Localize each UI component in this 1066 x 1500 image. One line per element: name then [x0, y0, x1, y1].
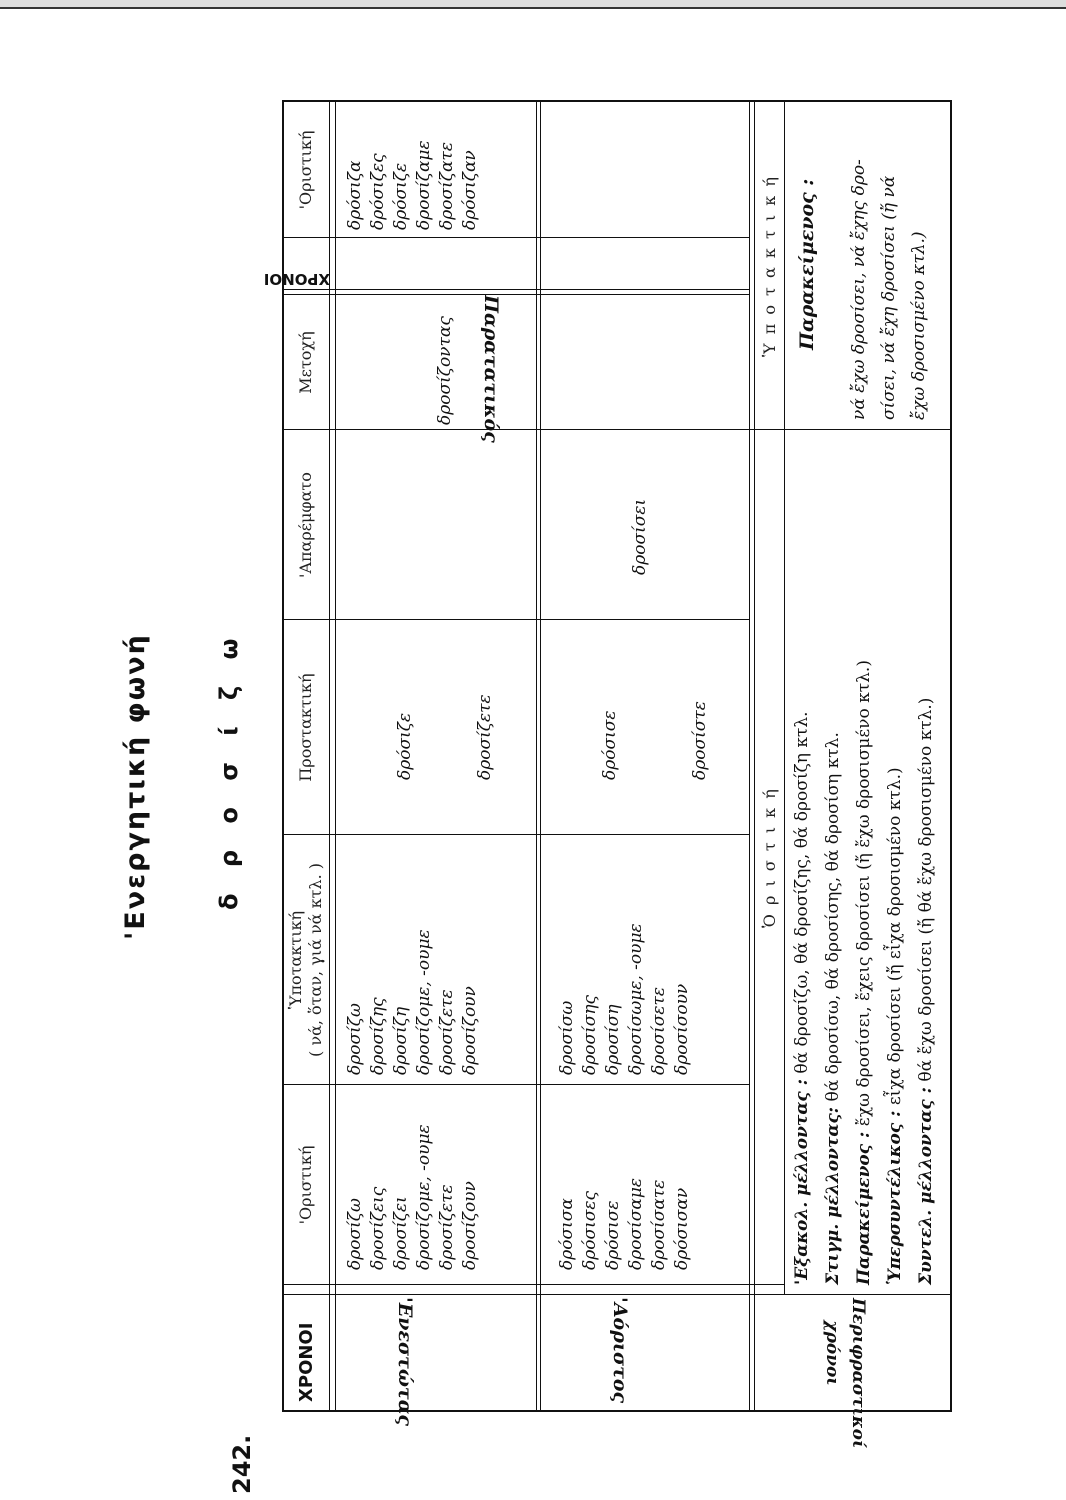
periphrastic-row: [820, 732, 847, 1285]
periphrastic-row: [789, 711, 816, 1285]
row-text: ἔχω δροσίσει, ἔχεις δροσίσει (ἤ ἔχω δροσισμένο κτλ.): [854, 660, 874, 1127]
form: δροσίζατε: [437, 142, 457, 230]
form: δροσίσατε: [649, 1179, 669, 1270]
form: δροσίσης: [580, 994, 600, 1075]
conjugation-table: [263, 100, 952, 1449]
form: δροσίσωμε, -ουμε: [626, 923, 646, 1075]
form: δροσίζει: [391, 1196, 411, 1270]
header-xronoi: ΧΡΟΝΟΙ: [296, 1322, 317, 1402]
col-rule: [284, 834, 749, 835]
header-xronoi-2: ΧΡΟΝΟΙ: [263, 270, 330, 288]
form: δροσίζεις: [368, 1186, 388, 1270]
header-rule-2: [335, 102, 336, 1410]
header-ypotaktiki: [286, 835, 326, 1085]
periphrastic-header-rule: [784, 102, 785, 1295]
row-text: εἶχα δροσίσει (ἤ εἶχα δροσισμένο κτλ.): [885, 767, 905, 1106]
form: δρόσισα: [557, 1198, 577, 1270]
text-line: νά ἔχω δροσίσει, νά ἔχης δρο-: [849, 159, 869, 420]
col-rule: [284, 237, 749, 238]
enestotas-rule: [536, 102, 537, 1410]
form: δροσίζομε, -ουμε: [414, 1124, 434, 1270]
col-rule: [284, 429, 950, 430]
form: δροσίζουν: [460, 986, 480, 1075]
col-rule: [284, 294, 749, 295]
row-name: Συντελ. μέλλοντας :: [916, 1087, 936, 1285]
enestotas-prostaktiki-2: δροσίζετε: [475, 694, 495, 780]
row-name: Παρακείμενος :: [854, 1131, 874, 1285]
ypotaktiki-parakeimenos-name: Παρακείμενος :: [796, 178, 818, 350]
form: δρόσισαν: [672, 1187, 692, 1270]
form: δρόσιζες: [368, 153, 388, 230]
enestotas-ypotaktiki: [344, 929, 482, 1075]
enestotas-oristiki: [344, 1124, 482, 1270]
page-title: 'Ενεργητική φωνή: [120, 633, 151, 940]
form: δρόσισε: [603, 1200, 623, 1270]
col-rule: [284, 1084, 749, 1085]
page-number: 242.: [228, 1434, 256, 1494]
form: δροσίση: [603, 1004, 623, 1075]
ypotaktiki-parakeimenos-text: [844, 159, 934, 420]
form: δρόσισες: [580, 1191, 600, 1270]
aoristos-rule: [749, 102, 750, 1410]
aoristos-prostaktiki-1: δρόσισε: [600, 710, 620, 780]
text-line: ἔχω δροσισμένο κτλ.): [909, 231, 929, 420]
form: δροσίζουν: [460, 1181, 480, 1270]
enestotas-prostaktiki-1: δρόσιζε: [395, 712, 415, 780]
header-rule: [329, 102, 330, 1410]
tense-periphrastic: [819, 1298, 871, 1449]
aoristos-prostaktiki-2: δροσίστε: [690, 701, 710, 780]
form: δροσίζω: [345, 1003, 365, 1075]
periphrastic-oristiki-header: Ὁ ρ ι σ τ ι κ ή: [760, 787, 779, 928]
form: δροσίζετε: [437, 989, 457, 1075]
form: δροσίσαμε: [626, 1178, 646, 1270]
tense-paratatikos-label: Παρατατικός: [480, 295, 502, 443]
header-oristiki: 'Οριστική: [296, 1145, 315, 1225]
aoristos-aparemfato: δροσίσει: [630, 498, 650, 575]
form: δροσίσουν: [672, 983, 692, 1075]
form: δροσίζαμε: [414, 140, 434, 230]
periphrastic-ypotaktiki-header: Ὑ π ο τ α κ τ ι κ ή: [760, 175, 779, 357]
form: δρόσιζαν: [460, 150, 480, 230]
form: δροσίζης: [368, 997, 388, 1075]
rotated-page: [0, 20, 1000, 1500]
form: δροσίσετε: [649, 987, 669, 1075]
aoristos-rule-2: [754, 102, 755, 1410]
paratatikos-oristiki: [344, 140, 482, 230]
header-ypotaktiki-1: Ὑποτακτική: [286, 910, 305, 1010]
header-prostaktiki: Προστακτική: [296, 673, 315, 782]
form: δροσίζομε, -ουμε: [414, 929, 434, 1075]
form: δρόσιζα: [345, 160, 365, 230]
tense-periphrastic-1: Περιφραστικοί: [848, 1298, 868, 1449]
aoristos-oristiki: [556, 1178, 694, 1270]
row-name: 'Εξακολ. μέλλοντας :: [792, 1079, 812, 1285]
tense-aoristos: 'Αόριστος: [609, 1297, 631, 1404]
verb-title: δ ρ ο σ ί ζ ω: [215, 629, 243, 910]
header-ypotaktiki-2: ( νά, ὅταν, γιά νά κτλ. ): [306, 863, 325, 1057]
tense-periphrastic-2: χρόνοι: [822, 1320, 842, 1386]
form: δροσίζετε: [437, 1184, 457, 1270]
form: δρόσιζε: [391, 162, 411, 230]
metoxi-value: δροσίζοντας: [435, 316, 455, 425]
col-rule: [284, 289, 749, 290]
top-edge: [0, 0, 1066, 9]
header-aparemfato: 'Απαρέμφατο: [296, 472, 315, 578]
periphrastic-row: [851, 660, 878, 1285]
row-name: Στιγμ. μέλλοντας:: [823, 1106, 843, 1285]
row-text: θά δροσίσω, θά δροσίσης, θά δροσίση κτλ.: [823, 732, 843, 1102]
header-metoxi: Μετοχή: [296, 331, 315, 394]
periphrastic-row: [882, 767, 909, 1285]
tense-enestotas: 'Ενεστώτας: [394, 1297, 416, 1426]
col-rule: [284, 619, 749, 620]
col-rule-b: [284, 1284, 784, 1285]
form: δροσίζω: [345, 1198, 365, 1270]
col-rule: [284, 1294, 950, 1295]
header-oristiki-2: 'Οριστική: [296, 130, 315, 210]
row-text: θά ἔχω δροσίσει (ἤ θά ἔχω δροσισμένο κτλ.): [916, 697, 936, 1082]
aoristos-ypotaktiki: [556, 923, 694, 1075]
text-line: σίσει, νά ἔχη δροσίσει (ἤ νά: [879, 175, 899, 420]
row-text: θά δροσίζω, θά δροσίζης, θά δροσίζη κτλ.: [792, 711, 812, 1074]
row-name: Ὑπερσυντέλικος :: [885, 1110, 905, 1285]
enestotas-rule-2: [540, 102, 541, 1410]
form: δροσίσω: [557, 1000, 577, 1075]
form: δροσίζη: [391, 1006, 411, 1075]
periphrastic-row: [913, 698, 940, 1285]
